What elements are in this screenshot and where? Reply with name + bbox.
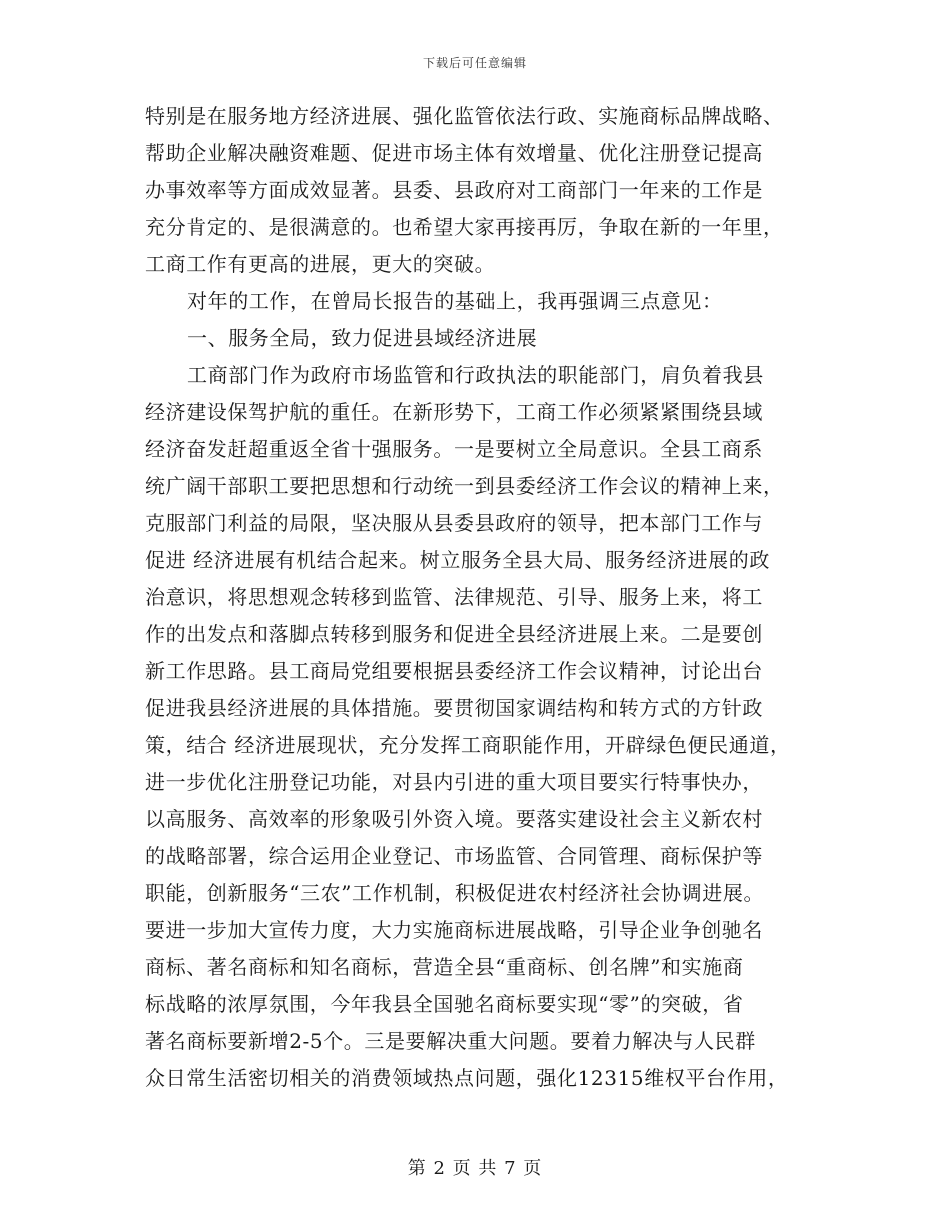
body-line: 的战略部署，综合运用企业登记、市场监管、合同管理、商标保护等 [145, 844, 763, 868]
body-line: 策，结合 经济进展现状，充分发挥工商职能作用，开辟绿色便民通道， [145, 733, 791, 757]
body-line: 治意识，将思想观念转移到监管、法律规范、引导、服务上来，将工 [145, 585, 763, 609]
header-note: 下载后可任意编辑 [422, 56, 527, 70]
body-line: 要进一步加大宣传力度，大力实施商标进展战略，引导企业争创驰名 [145, 918, 763, 942]
body-line: 著名商标要新增2-5个。三是要解决重大问题。要着力解决与人民群 [145, 1029, 756, 1053]
body-line: 商标、著名商标和知名商标，营造全县“重商标、创名牌”和实施商 [145, 955, 744, 979]
body-line: 促进 经济进展有机结合起来。树立服务全县大局、服务经济进展的政 [145, 548, 770, 572]
body-line: 作的出发点和落脚点转移到服务和促进全县经济进展上来。二是要创 [145, 622, 763, 646]
page-number: 第 2 页 共 7 页 [407, 1158, 543, 1179]
body-line: 进一步优化注册登记功能，对县内引进的重大项目要实行特事快办， [145, 770, 763, 794]
body-line: 对年的工作，在曾局长报告的基础上，我再强调三点意见： [187, 289, 723, 313]
body-line: 办事效率等方面成效显著。县委、县政府对工商部门一年来的工作是 [145, 178, 763, 202]
document-body [145, 98, 825, 1097]
body-line: 工商部门作为政府市场监管和行政执法的职能部门，肩负着我县 [187, 363, 764, 387]
section-heading: 一、服务全局，致力促进县域经济进展 [187, 326, 538, 350]
body-line: 克服部门利益的局限，坚决服从县委县政府的领导，把本部门工作与 [145, 511, 763, 535]
body-line: 促进我县经济进展的具体措施。要贯彻国家调结构和转方式的方针政 [145, 696, 763, 720]
body-line: 新工作思路。县工商局党组要根据县委经济工作会议精神，讨论出台 [145, 659, 763, 683]
body-line: 经济奋发赶超重返全省十强服务。一是要树立全局意识。全县工商系 [145, 437, 763, 461]
body-line: 众日常生活密切相关的消费领域热点问题，强化12315维权平台作用， [145, 1066, 789, 1090]
body-line: 职能，创新服务“三农”工作机制，积极促进农村经济社会协调进展。 [145, 881, 765, 905]
body-line: 统广阔干部职工要把思想和行动统一到县委经济工作会议的精神上来， [145, 474, 784, 498]
body-line: 以高服务、高效率的形象吸引外资入境。要落实建设社会主义新农村 [145, 807, 763, 831]
body-line: 标战略的浓厚氛围，今年我县全国驰名商标要实现“零”的突破，省 [145, 992, 744, 1016]
body-line: 经济建设保驾护航的重任。在新形势下，工商工作必须紧紧围绕县域 [145, 400, 763, 424]
body-line: 充分肯定的、是很满意的。也希望大家再接再厉，争取在新的一年里， [145, 215, 784, 239]
body-line: 工商工作有更高的进展，更大的突破。 [145, 252, 496, 276]
body-line: 帮助企业解决融资难题、促进市场主体有效增量、优化注册登记提高 [145, 141, 763, 165]
body-line: 特别是在服务地方经济进展、强化监管依法行政、实施商标品牌战略、 [145, 104, 784, 128]
